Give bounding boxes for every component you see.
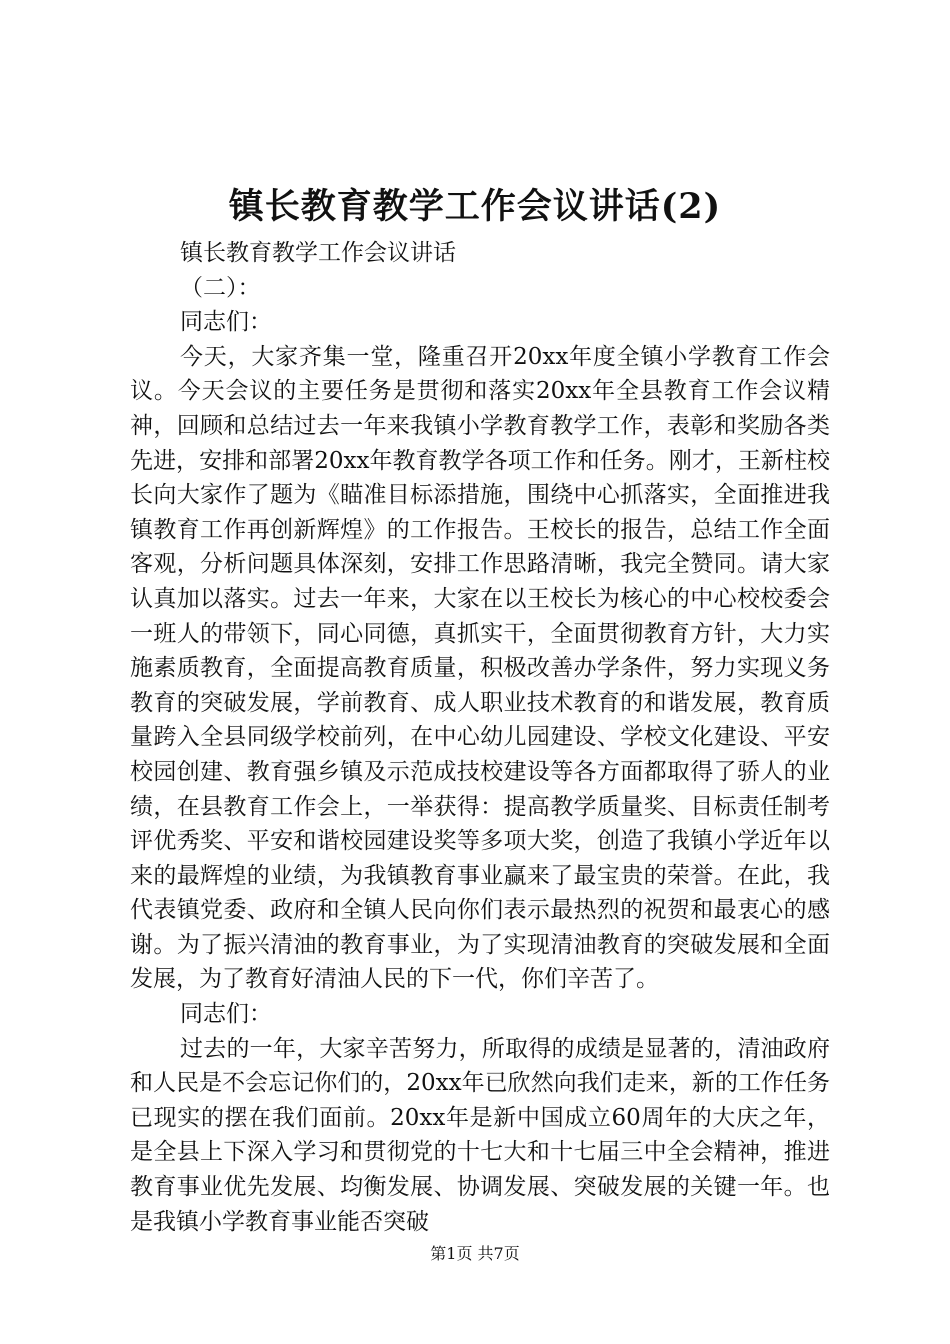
body-paragraph: 今天，大家齐集一堂，隆重召开20xx年度全镇小学教育工作会议。今天会议的主要任务是贯彻和落实20xx年全县教育工作会议精神，回顾和总结过去一年来我镇小学教育教学工作，表彰和奖励各类先进，安排和部署20xx年教育教学各项工作和任务。刚才，王新柱校长向大家作了题为《瞄准目标添措施，围绕中心抓落实，全面推进我镇教育工作再创新辉煌》的工作报告。王校长的报告，总结工作全面客观，分析问题具体深刻，安排工作思路清晰，我完全赞同。请大家认真加以落实。过去一年来，大家在以王校长为核心的中心校校委会一班人的带领下，同心同德，真抓实干，全面贯彻教育方针，大力实施素质教育，全面提高教育质量，积极改善办学条件，努力实现义务教育的突破发展，学前教育、成人职业技术教育的和谐发展，教育质量跨入全县同级学校前列，在中心幼儿园建设、学校文化建设、平安校园创建、教育强乡镇及示范成技校建设等各方面都取得了骄人的业绩，在县教育工作会上，一举获得：提高教学质量奖、目标责任制考评优秀奖、平安和谐校园建设奖等多项大奖，创造了我镇小学近年以来的最辉煌的业绩，为我镇教育事业赢来了最宝贵的荣誉。在此，我代表镇党委、政府和全镇人民向你们表示最热烈的祝贺和最衷心的感谢。为了振兴清油的教育事业，为了实现清油教育的突破发展和全面发展，为了教育好清油人民的下一代，你们辛苦了。 [130,343,830,993]
subtitle-line: 镇长教育教学工作会议讲话 [180,240,456,266]
document-body [130,236,830,1239]
body-paragraph: 过去的一年，大家辛苦努力，所取得的成绩是显著的，清油政府和人民是不会忘记你们的，20xx年已欣然向我们走来，新的工作任务已现实的摆在我们面前。20xx年是新中国成立60周年的大庆之年，是全县上下深入学习和贯彻党的十七大和十七届三中全会精神，推进教育事业优先发展、均衡发展、协调发展、突破发展的关键一年。也是我镇小学教育事业能否突破 [130,1035,830,1235]
salutation: 同志们： [180,1001,272,1028]
subtitle-number: （二）： [180,274,261,301]
document-title: 镇长教育教学工作会议讲话(2) [228,186,722,227]
salutation: 同志们： [180,309,272,336]
page-number-footer: 第1页 共7页 [430,1244,520,1263]
